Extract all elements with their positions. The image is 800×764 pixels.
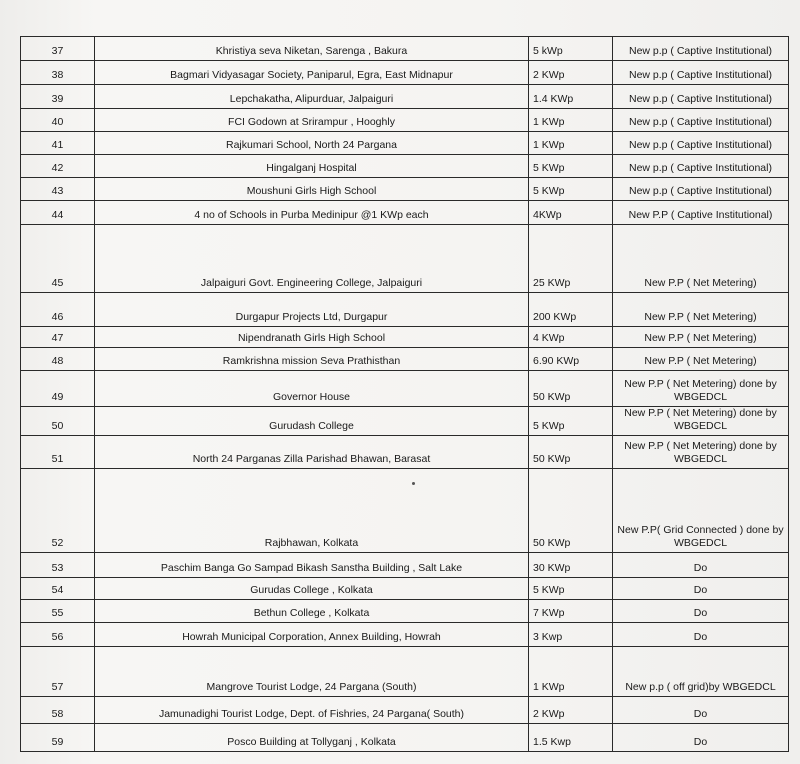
project-type: New p.p ( Captive Institutional) bbox=[613, 132, 789, 155]
table-row bbox=[21, 109, 789, 132]
project-type: Do bbox=[613, 553, 789, 578]
serial-no: 41 bbox=[21, 132, 95, 155]
table-row bbox=[21, 327, 789, 348]
project-name: Governor House bbox=[95, 371, 529, 407]
capacity: 1 KWp bbox=[529, 647, 613, 697]
serial-no: 56 bbox=[21, 623, 95, 647]
project-type: Do bbox=[613, 724, 789, 752]
capacity: 3 Kwp bbox=[529, 623, 613, 647]
capacity: 1 KWp bbox=[529, 132, 613, 155]
table-row bbox=[21, 724, 789, 752]
scan-speck bbox=[412, 482, 415, 485]
table-row bbox=[21, 85, 789, 109]
serial-no: 59 bbox=[21, 724, 95, 752]
capacity: 4 KWp bbox=[529, 327, 613, 348]
project-name: Mangrove Tourist Lodge, 24 Pargana (South) bbox=[95, 647, 529, 697]
project-name: Bethun College , Kolkata bbox=[95, 600, 529, 623]
table-row bbox=[21, 371, 789, 407]
project-type: Do bbox=[613, 623, 789, 647]
project-type: New p.p ( Captive Institutional) bbox=[613, 85, 789, 109]
project-type: Do bbox=[613, 600, 789, 623]
project-type: Do bbox=[613, 578, 789, 600]
table-row bbox=[21, 348, 789, 371]
capacity: 4KWp bbox=[529, 201, 613, 225]
project-name: 4 no of Schools in Purba Medinipur @1 KWp each bbox=[95, 201, 529, 225]
serial-no: 38 bbox=[21, 61, 95, 85]
capacity: 2 KWp bbox=[529, 61, 613, 85]
serial-no: 40 bbox=[21, 109, 95, 132]
table-row bbox=[21, 37, 789, 61]
serial-no: 51 bbox=[21, 436, 95, 469]
project-name: Khristiya seva Niketan, Sarenga , Bakura bbox=[95, 37, 529, 61]
capacity: 5 KWp bbox=[529, 407, 613, 436]
project-name: Howrah Municipal Corporation, Annex Building, Howrah bbox=[95, 623, 529, 647]
project-name: Durgapur Projects Ltd, Durgapur bbox=[95, 293, 529, 327]
table-row bbox=[21, 201, 789, 225]
serial-no: 49 bbox=[21, 371, 95, 407]
capacity: 5 KWp bbox=[529, 178, 613, 201]
table-row bbox=[21, 155, 789, 178]
table-row bbox=[21, 132, 789, 155]
capacity: 1.4 KWp bbox=[529, 85, 613, 109]
serial-no: 37 bbox=[21, 37, 95, 61]
serial-no: 44 bbox=[21, 201, 95, 225]
project-type: New P.P ( Captive Institutional) bbox=[613, 201, 789, 225]
serial-no: 43 bbox=[21, 178, 95, 201]
capacity: 1.5 Kwp bbox=[529, 724, 613, 752]
table-row bbox=[21, 647, 789, 697]
solar-projects-table bbox=[20, 36, 789, 752]
capacity: 50 KWp bbox=[529, 469, 613, 553]
table-row bbox=[21, 553, 789, 578]
table-row bbox=[21, 578, 789, 600]
project-type: New p.p ( off grid)by WBGEDCL bbox=[613, 647, 789, 697]
capacity: 5 kWp bbox=[529, 37, 613, 61]
project-name: FCI Godown at Srirampur , Hooghly bbox=[95, 109, 529, 132]
table-row bbox=[21, 293, 789, 327]
project-name: Rajkumari School, North 24 Pargana bbox=[95, 132, 529, 155]
capacity: 50 KWp bbox=[529, 436, 613, 469]
project-name: Ramkrishna mission Seva Prathisthan bbox=[95, 348, 529, 371]
project-type: New P.P ( Net Metering) done by WBGEDCL bbox=[613, 407, 789, 436]
capacity: 50 KWp bbox=[529, 371, 613, 407]
project-name: Posco Building at Tollyganj , Kolkata bbox=[95, 724, 529, 752]
project-type: New P.P ( Net Metering) bbox=[613, 327, 789, 348]
project-type: New p.p ( Captive Institutional) bbox=[613, 61, 789, 85]
project-name: Nipendranath Girls High School bbox=[95, 327, 529, 348]
serial-no: 54 bbox=[21, 578, 95, 600]
project-name: Jalpaiguri Govt. Engineering College, Jalpaiguri bbox=[95, 225, 529, 293]
capacity: 7 KWp bbox=[529, 600, 613, 623]
project-type: New P.P ( Net Metering) done by WBGEDCL bbox=[613, 436, 789, 469]
capacity: 1 KWp bbox=[529, 109, 613, 132]
project-type: New P.P ( Net Metering) done by WBGEDCL bbox=[613, 371, 789, 407]
serial-no: 58 bbox=[21, 697, 95, 724]
project-type: New P.P( Grid Connected ) done by WBGEDCL bbox=[613, 469, 789, 553]
table-row bbox=[21, 178, 789, 201]
project-name: Rajbhawan, Kolkata bbox=[95, 469, 529, 553]
serial-no: 45 bbox=[21, 225, 95, 293]
project-type: New p.p ( Captive Institutional) bbox=[613, 155, 789, 178]
project-type: New P.P ( Net Metering) bbox=[613, 348, 789, 371]
project-name: Gurudash College bbox=[95, 407, 529, 436]
table-row bbox=[21, 697, 789, 724]
table-body bbox=[21, 37, 789, 752]
serial-no: 52 bbox=[21, 469, 95, 553]
project-name: Gurudas College , Kolkata bbox=[95, 578, 529, 600]
project-type: New p.p ( Captive Institutional) bbox=[613, 178, 789, 201]
serial-no: 42 bbox=[21, 155, 95, 178]
table-row bbox=[21, 225, 789, 293]
project-name: Bagmari Vidyasagar Society, Paniparul, Egra, East Midnapur bbox=[95, 61, 529, 85]
capacity: 25 KWp bbox=[529, 225, 613, 293]
project-type: New P.P ( Net Metering) bbox=[613, 293, 789, 327]
serial-no: 47 bbox=[21, 327, 95, 348]
project-type: New p.p ( Captive Institutional) bbox=[613, 109, 789, 132]
capacity: 5 KWp bbox=[529, 578, 613, 600]
serial-no: 48 bbox=[21, 348, 95, 371]
table-row bbox=[21, 623, 789, 647]
project-name: Moushuni Girls High School bbox=[95, 178, 529, 201]
serial-no: 46 bbox=[21, 293, 95, 327]
serial-no: 53 bbox=[21, 553, 95, 578]
project-type: Do bbox=[613, 697, 789, 724]
project-name: Paschim Banga Go Sampad Bikash Sanstha Building , Salt Lake bbox=[95, 553, 529, 578]
serial-no: 50 bbox=[21, 407, 95, 436]
capacity: 2 KWp bbox=[529, 697, 613, 724]
table-row bbox=[21, 600, 789, 623]
table-row bbox=[21, 469, 789, 553]
table-row bbox=[21, 407, 789, 436]
project-name: Jamunadighi Tourist Lodge, Dept. of Fishries, 24 Pargana( South) bbox=[95, 697, 529, 724]
project-name: Hingalganj Hospital bbox=[95, 155, 529, 178]
project-type: New p.p ( Captive Institutional) bbox=[613, 37, 789, 61]
capacity: 200 KWp bbox=[529, 293, 613, 327]
table-row bbox=[21, 436, 789, 469]
project-name: Lepchakatha, Alipurduar, Jalpaiguri bbox=[95, 85, 529, 109]
capacity: 30 KWp bbox=[529, 553, 613, 578]
serial-no: 57 bbox=[21, 647, 95, 697]
serial-no: 39 bbox=[21, 85, 95, 109]
project-name: North 24 Parganas Zilla Parishad Bhawan, Barasat bbox=[95, 436, 529, 469]
serial-no: 55 bbox=[21, 600, 95, 623]
capacity: 6.90 KWp bbox=[529, 348, 613, 371]
capacity: 5 KWp bbox=[529, 155, 613, 178]
table-row bbox=[21, 61, 789, 85]
project-type: New P.P ( Net Metering) bbox=[613, 225, 789, 293]
